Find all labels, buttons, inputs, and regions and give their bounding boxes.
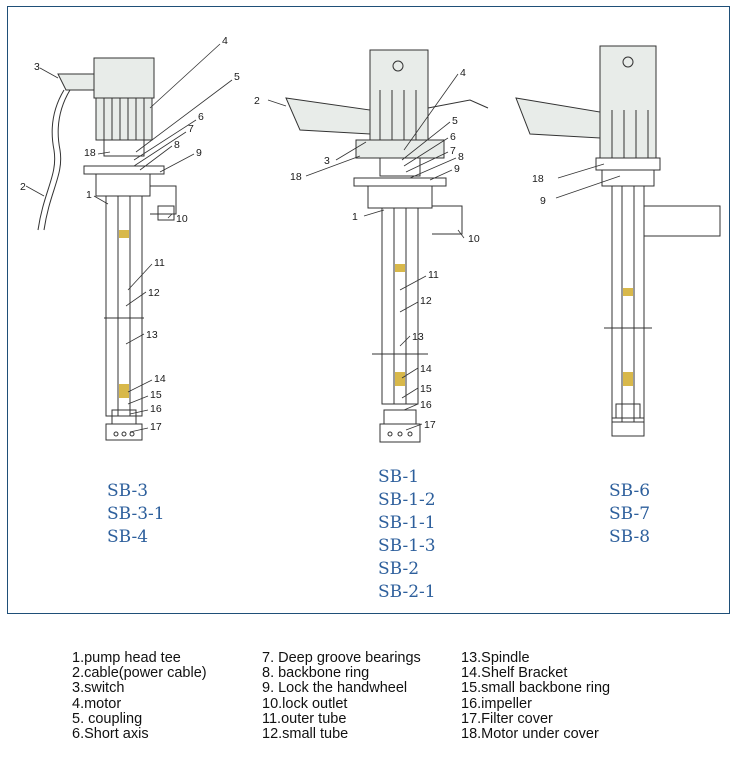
legend-item: 4.motor: [72, 695, 122, 712]
legend-item: 10.lock outlet: [262, 695, 348, 712]
svg-text:18: 18: [84, 147, 96, 159]
legend-item: 12.small tube: [262, 726, 349, 743]
svg-text:4: 4: [222, 35, 228, 47]
legend-item: 16.impeller: [461, 695, 532, 712]
center-models: [378, 466, 436, 604]
left-outlet: [150, 186, 176, 214]
model-label: SB-3-1: [107, 504, 165, 524]
model-label: SB-6: [609, 481, 651, 501]
left-motor-top: [94, 58, 154, 98]
svg-text:8: 8: [458, 151, 464, 163]
right-handle: [516, 98, 600, 138]
left-models: [107, 480, 165, 549]
left-outer-tube: [106, 196, 142, 416]
model-label: SB-2: [378, 559, 420, 579]
svg-text:17: 17: [150, 421, 162, 433]
right-outlet: [644, 206, 720, 236]
model-label: SB-8: [609, 527, 651, 547]
legend-item: 1.pump head tee: [72, 650, 181, 666]
svg-text:14: 14: [420, 363, 432, 375]
svg-text:18: 18: [532, 173, 544, 185]
model-label: SB-1-1: [378, 513, 436, 533]
svg-text:9: 9: [540, 195, 546, 207]
svg-text:5: 5: [452, 115, 458, 127]
svg-text:2: 2: [20, 181, 26, 193]
svg-text:6: 6: [198, 111, 204, 123]
left-cable: [44, 90, 70, 230]
svg-text:5: 5: [234, 71, 240, 83]
svg-text:3: 3: [324, 155, 330, 167]
model-label: SB-1-3: [378, 536, 436, 556]
legend-column-1: [72, 651, 207, 742]
svg-text:1: 1: [352, 211, 358, 223]
legend-item: 17.Filter cover: [461, 710, 553, 727]
center-pump-drawing: [286, 50, 488, 442]
right-filter-cover: [612, 418, 644, 436]
svg-text:18: 18: [290, 171, 302, 183]
svg-text:13: 13: [412, 331, 424, 343]
legend-item: 15.small backbone ring: [461, 680, 611, 697]
svg-text:9: 9: [454, 163, 460, 175]
legend-item: 2.cable(power cable): [72, 665, 207, 682]
center-motor: [370, 50, 428, 140]
model-label: SB-3: [107, 481, 149, 501]
legend-column-2: [262, 651, 421, 742]
model-label: SB-2-1: [378, 582, 436, 602]
model-label: SB-4: [107, 527, 149, 547]
svg-text:7: 7: [450, 145, 456, 157]
svg-text:4: 4: [460, 67, 466, 79]
svg-text:13: 13: [146, 329, 158, 341]
svg-text:15: 15: [420, 383, 432, 395]
svg-text:1: 1: [86, 189, 92, 201]
svg-text:10: 10: [468, 233, 480, 245]
model-label: SB-1: [378, 467, 420, 487]
svg-text:10: 10: [176, 213, 188, 225]
legend-item: 8. backbone ring: [262, 665, 370, 682]
right-outer-tube: [612, 186, 644, 422]
svg-text:2: 2: [254, 95, 260, 107]
legend-item: 9. Lock the handwheel: [262, 680, 408, 697]
legend-item: 13.Spindle: [461, 650, 530, 666]
svg-text:3: 3: [34, 61, 40, 73]
model-label: SB-1-2: [378, 490, 436, 510]
svg-text:14: 14: [154, 373, 166, 385]
svg-text:12: 12: [420, 295, 432, 307]
model-label: SB-7: [609, 504, 651, 524]
svg-text:9: 9: [196, 147, 202, 159]
legend-item: 18.Motor under cover: [461, 726, 599, 743]
svg-text:15: 15: [150, 389, 162, 401]
svg-text:16: 16: [150, 403, 162, 415]
legend-item: 14.Shelf Bracket: [461, 665, 568, 682]
svg-text:8: 8: [174, 139, 180, 151]
legend-item: 5. coupling: [72, 710, 143, 727]
left-switch: [58, 74, 94, 90]
svg-text:17: 17: [424, 419, 436, 431]
center-handle: [286, 98, 370, 134]
svg-text:12: 12: [148, 287, 160, 299]
legend-item: 6.Short axis: [72, 726, 149, 743]
right-pump-drawing: [516, 46, 720, 436]
svg-text:7: 7: [188, 123, 194, 135]
svg-text:11: 11: [154, 257, 165, 269]
svg-text:16: 16: [420, 399, 432, 411]
center-outlet: [432, 206, 462, 234]
svg-text:6: 6: [450, 131, 456, 143]
legend-item: 3.switch: [72, 680, 125, 697]
legend-column-3: [461, 651, 610, 742]
svg-text:11: 11: [428, 269, 439, 281]
legend-item: 7. Deep groove bearings: [262, 650, 421, 666]
legend-item: 11.outer tube: [262, 710, 347, 727]
right-models: [609, 480, 650, 549]
